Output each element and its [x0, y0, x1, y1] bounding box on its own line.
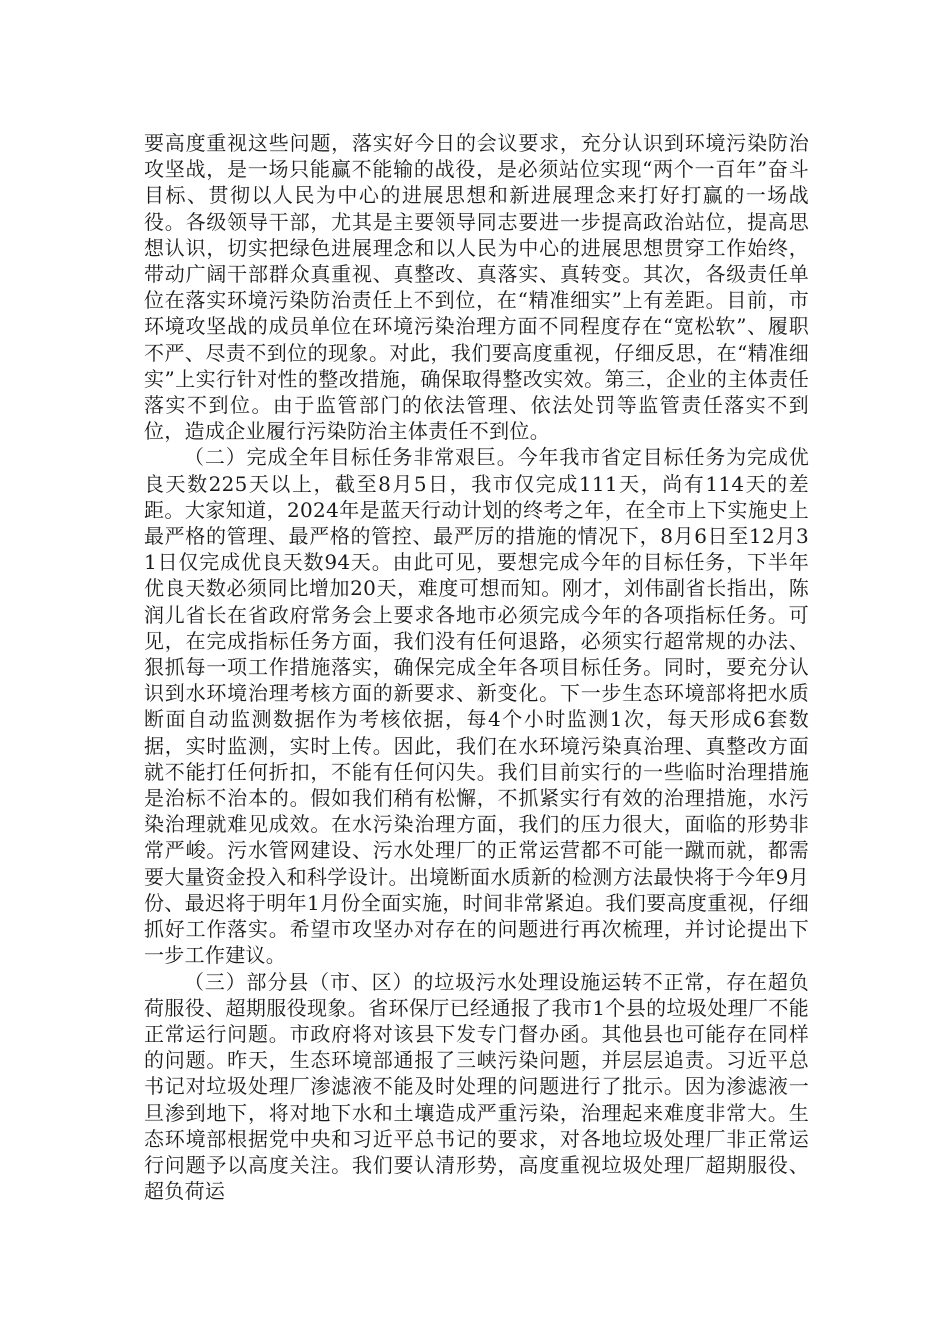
paragraph-continuation: 要高度重视这些问题，落实好今日的会议要求，充分认识到环境污染防治攻坚战，是一场只能赢不能输的战役，是必须站位实现“两个一百年”奋斗目标、贯彻以人民为中心的进展思想和新进展理念来打好打赢的一场战役。各级领导干部，尤其是主要领导同志要进一步提高政治站位，提高思想认识，切实把绿色进展理念和以人民为中心的进展思想贯穿工作始终，带动广阔干部群众真重视、真整改、真落实、真转变。其次，各级责任单位在落实环境污染防治责任上不到位，在“精准细实”上有差距。目前，市环境攻坚战的成员单位在环境污染治理方面不同程度存在“宽松软”、履职不严、尽责不到位的现象。对此，我们要高度重视，仔细反思，在“精准细实”上实行针对性的整改措施，确保取得整改实效。第三，企业的主体责任落实不到位。由于监管部门的依法管理、依法处罚等监管责任落实不到位，造成企业履行污染防治主体责任不到位。 [144, 131, 809, 444]
paragraph-section-two: （二）完成全年目标任务非常艰巨。今年我市省定目标任务为完成优良天数225天以上，截至8月5日，我市仅完成111天，尚有114天的差距。大家知道，2024年是蓝天行动计划的终考之年，在全市上下实施史上最严格的管理、最严格的管控、最严厉的措施的情况下，8月6日至12月31日仅完成优良天数94天。由此可见，要想完成今年的目标任务，下半年优良天数必须同比增加20天，难度可想而知。刚才，刘伟副省长指出，陈润儿省长在省政府常务会上要求各地市必须完成今年的各项指标任务。可见，在完成指标任务方面，我们没有任何退路，必须实行超常规的办法、狠抓每一项工作措施落实，确保完成全年各项目标任务。同时，要充分认识到水环境治理考核方面的新要求、新变化。下一步生态环境部将把水质断面自动监测数据作为考核依据，每4个小时监测1次，每天形成6套数据，实时监测，实时上传。因此，我们在水环境污染真治理、真整改方面就不能打任何折扣，不能有任何闪失。我们目前实行的一些临时治理措施是治标不治本的。假如我们稍有松懈，不抓紧实行有效的治理措施，水污染治理就难见成效。在水污染治理方面，我们的压力很大，面临的形势非常严峻。污水管网建设、污水处理厂的正常运营都不可能一蹴而就，都需要大量资金投入和科学设计。出境断面水质新的检测方法最快将于今年9月份、最迟将于明年1月份全面实施，时间非常紧迫。我们要高度重视，仔细抓好工作落实。希望市攻坚办对存在的问题进行再次梳理，并讨论提出下一步工作建议。 [144, 445, 809, 968]
document-body [144, 130, 809, 1204]
paragraph-section-three: （三）部分县（市、区）的垃圾污水处理设施运转不正常，存在超负荷服役、超期服役现象。省环保厅已经通报了我市1个县的垃圾处理厂不能正常运行问题。市政府将对该县下发专门督办函。其他县也可能存在同样的问题。昨天，生态环境部通报了三峡污染问题，并层层追责。习近平总书记对垃圾处理厂渗滤液不能及时处理的问题进行了批示。因为渗滤液一旦渗到地下，将对地下水和土壤造成严重污染，治理起来难度非常大。生态环境部根据党中央和习近平总书记的要求，对各地垃圾处理厂非正常运行问题予以高度关注。我们要认清形势，高度重视垃圾处理厂超期服役、超负荷运 [144, 969, 809, 1204]
